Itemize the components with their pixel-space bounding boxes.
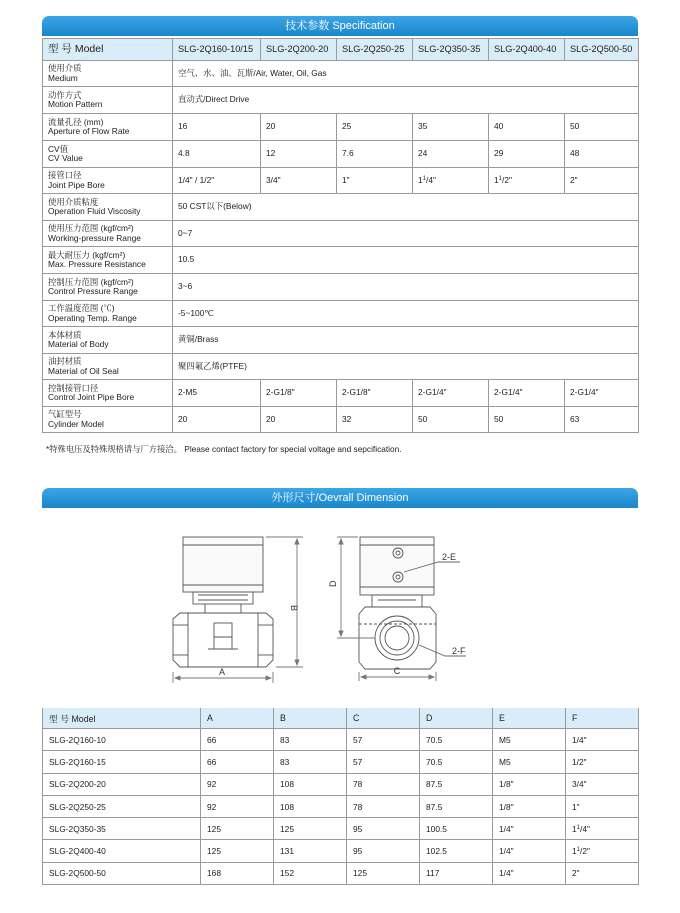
table-row — [43, 729, 639, 751]
spec-header-row — [43, 39, 639, 61]
table-cell: 57 — [347, 729, 420, 751]
spec-row — [43, 141, 639, 168]
spec-row — [43, 407, 639, 433]
spec-cell: 2-G1/4" — [489, 380, 565, 407]
spec-row — [43, 194, 639, 221]
spec-cell: $1^1/2$" — [489, 168, 565, 194]
spec-row — [43, 87, 639, 114]
spec-cell: 29 — [489, 141, 565, 168]
spec-row-value: 0~7 — [173, 221, 639, 247]
spec-row-value: -5~100℃ — [173, 301, 639, 327]
dims-header-cell: 型 号 Model — [43, 708, 201, 729]
table-cell: 1/4" — [493, 862, 566, 884]
spec-row-value: 10.5 — [173, 247, 639, 274]
spec-cell: 3/4" — [261, 168, 337, 194]
table-cell: 152 — [274, 862, 347, 884]
spec-cell: 48 — [565, 141, 639, 168]
spec-row-label: CV值 CV Value — [43, 141, 173, 168]
table-cell: 168 — [201, 862, 274, 884]
spec-row-label: 接管口径 Joint Pipe Bore — [43, 168, 173, 194]
spec-cell: 16 — [173, 114, 261, 141]
dim-c-label: C — [393, 666, 401, 676]
table-cell: 1/4" — [493, 818, 566, 840]
spec-row-label: 动作方式 Motion Pattern — [43, 87, 173, 114]
spec-cell: 50 — [565, 114, 639, 141]
table-cell: 70.5 — [420, 729, 493, 751]
spec-cell: 50 — [489, 407, 565, 433]
table-cell: 66 — [201, 751, 274, 773]
table-cell: 1/4" — [566, 729, 639, 751]
table-cell: 66 — [201, 729, 274, 751]
table-cell: SLG-2Q500-50 — [43, 862, 201, 884]
spec-row — [43, 247, 639, 274]
table-row — [43, 795, 639, 817]
spec-row — [43, 61, 639, 87]
table-cell: SLG-2Q350-35 — [43, 818, 201, 840]
spec-model-col: SLG-2Q350-35 — [413, 39, 489, 61]
spec-cell: 2-M5 — [173, 380, 261, 407]
spec-row-label: 本体材质 Material of Body — [43, 327, 173, 354]
table-cell: 117 — [420, 862, 493, 884]
spec-model-col: SLG-2Q500-50 — [565, 39, 639, 61]
dims-header-cell: F — [566, 708, 639, 729]
table-cell: SLG-2Q400-40 — [43, 840, 201, 862]
spec-model-col: SLG-2Q400-40 — [489, 39, 565, 61]
table-row — [43, 773, 639, 795]
table-row — [43, 818, 639, 840]
table-cell: SLG-2Q160-10 — [43, 729, 201, 751]
dims-header-cell: C — [347, 708, 420, 729]
spec-row-value: 50 CST以下(Below) — [173, 194, 639, 221]
table-cell: 1/2" — [566, 751, 639, 773]
spec-row-label: 控制接管口径 Control Joint Pipe Bore — [43, 380, 173, 407]
spec-row-label: 使用介质 Medium — [43, 61, 173, 87]
dims-header-row — [43, 708, 639, 729]
spec-row-value: 3~6 — [173, 274, 639, 301]
spec-row — [43, 114, 639, 141]
spec-model-header: 型 号 Model — [43, 39, 173, 61]
spec-cell: 2" — [565, 168, 639, 194]
spec-cell: 1" — [337, 168, 413, 194]
table-cell: 125 — [347, 862, 420, 884]
side-view — [359, 537, 436, 669]
table-cell: 78 — [347, 795, 420, 817]
dims-header-cell: B — [274, 708, 347, 729]
dimension-drawing — [0, 515, 680, 695]
table-cell: $1^1/2$" — [566, 840, 639, 862]
spec-cell: 32 — [337, 407, 413, 433]
spec-model-col: SLG-2Q250-25 — [337, 39, 413, 61]
table-cell: 3/4" — [566, 773, 639, 795]
spec-cell: 1/4" / 1/2" — [173, 168, 261, 194]
spec-cell: 63 — [565, 407, 639, 433]
dim-b-label: B — [289, 605, 299, 612]
spec-row-label: 工作温度范围 (℃) Operating Temp. Range — [43, 301, 173, 327]
spec-cell: 25 — [337, 114, 413, 141]
spec-cell: 4.8 — [173, 141, 261, 168]
table-cell: $1^1/4$" — [566, 818, 639, 840]
table-cell: SLG-2Q250-25 — [43, 795, 201, 817]
spec-banner: 技术参数 Specification — [42, 16, 638, 36]
spec-cell: 2-G1/4" — [413, 380, 489, 407]
spec-row-value: 空气、水、油、瓦斯/Air, Water, Oil, Gas — [173, 61, 639, 87]
spec-cell: $1^1/4$" — [413, 168, 489, 194]
dims-header-cell: E — [493, 708, 566, 729]
table-cell: 92 — [201, 795, 274, 817]
spec-row-label: 最大耐压力 (kgf/cm²) Max. Pressure Resistance — [43, 247, 173, 274]
spec-cell: 12 — [261, 141, 337, 168]
table-cell: 78 — [347, 773, 420, 795]
table-cell: 1/8" — [493, 795, 566, 817]
table-cell: 131 — [274, 840, 347, 862]
table-cell: 108 — [274, 795, 347, 817]
spec-cell: 2-G1/4" — [565, 380, 639, 407]
table-row — [43, 862, 639, 884]
spec-row — [43, 327, 639, 354]
spec-cell: 40 — [489, 114, 565, 141]
dim-e-label: 2-E — [442, 552, 457, 562]
spec-cell: 20 — [261, 407, 337, 433]
spec-cell: 20 — [261, 114, 337, 141]
table-cell: 102.5 — [420, 840, 493, 862]
spec-row-value: 直动式/Direct Drive — [173, 87, 639, 114]
special-note: *特殊电压及特殊规格请与厂方接洽。 Please contact factory for special voltage and sepcification. — [46, 444, 402, 454]
spec-cell: 2-G1/8" — [261, 380, 337, 407]
spec-row — [43, 301, 639, 327]
table-cell: SLG-2Q160-15 — [43, 751, 201, 773]
front-view — [173, 537, 273, 667]
table-cell: 1/8" — [493, 773, 566, 795]
spec-cell: 2-G1/8" — [337, 380, 413, 407]
spec-row — [43, 380, 639, 407]
table-cell: 1" — [566, 795, 639, 817]
table-cell: 95 — [347, 818, 420, 840]
spec-cell: 35 — [413, 114, 489, 141]
spec-model-col: SLG-2Q200-20 — [261, 39, 337, 61]
spec-row-label: 流量孔径 (mm) Aperture of Flow Rate — [43, 114, 173, 141]
spec-cell: 24 — [413, 141, 489, 168]
spec-cell: 20 — [173, 407, 261, 433]
dim-f-label: 2-F — [452, 646, 466, 656]
table-cell: 108 — [274, 773, 347, 795]
spec-model-col: SLG-2Q160-10/15 — [173, 39, 261, 61]
spec-row-label: 气缸型号 Cylinder Model — [43, 407, 173, 433]
table-cell: 125 — [274, 818, 347, 840]
table-cell: M5 — [493, 729, 566, 751]
table-cell: 1/4" — [493, 840, 566, 862]
table-cell: 83 — [274, 751, 347, 773]
table-cell: 57 — [347, 751, 420, 773]
table-cell: 125 — [201, 818, 274, 840]
spec-row — [43, 168, 639, 194]
dimension-banner: 外形尺寸/Oevrall Dimension — [42, 488, 638, 508]
table-cell: 125 — [201, 840, 274, 862]
table-cell: 95 — [347, 840, 420, 862]
spec-row-label: 控制压力范围 (kgf/cm²) Control Pressure Range — [43, 274, 173, 301]
spec-cell: 50 — [413, 407, 489, 433]
table-cell: SLG-2Q200-20 — [43, 773, 201, 795]
table-row — [43, 751, 639, 773]
dim-a-label: A — [218, 667, 226, 677]
table-cell: 100.5 — [420, 818, 493, 840]
spec-row — [43, 274, 639, 301]
dimension-table — [42, 708, 639, 885]
spec-row-value: 黄铜/Brass — [173, 327, 639, 354]
spec-cell: 7.6 — [337, 141, 413, 168]
table-cell: 92 — [201, 773, 274, 795]
table-cell: 87.5 — [420, 773, 493, 795]
spec-table — [42, 38, 639, 433]
spec-row — [43, 354, 639, 380]
table-cell: 2" — [566, 862, 639, 884]
table-cell: 70.5 — [420, 751, 493, 773]
spec-row-label: 油封材质 Material of Oil Seal — [43, 354, 173, 380]
spec-row-label: 使用压力范围 (kgf/cm²) Working-pressure Range — [43, 221, 173, 247]
spec-row-label: 使用介质粘度 Operation Fluid Viscosity — [43, 194, 173, 221]
spec-row-value: 聚四氟乙烯(PTFE) — [173, 354, 639, 380]
table-cell: 87.5 — [420, 795, 493, 817]
table-cell: M5 — [493, 751, 566, 773]
dim-b-line — [266, 537, 303, 667]
dims-header-cell: D — [420, 708, 493, 729]
table-cell: 83 — [274, 729, 347, 751]
dim-d-label: D — [328, 580, 338, 587]
spec-row — [43, 221, 639, 247]
table-row — [43, 840, 639, 862]
dims-header-cell: A — [201, 708, 274, 729]
